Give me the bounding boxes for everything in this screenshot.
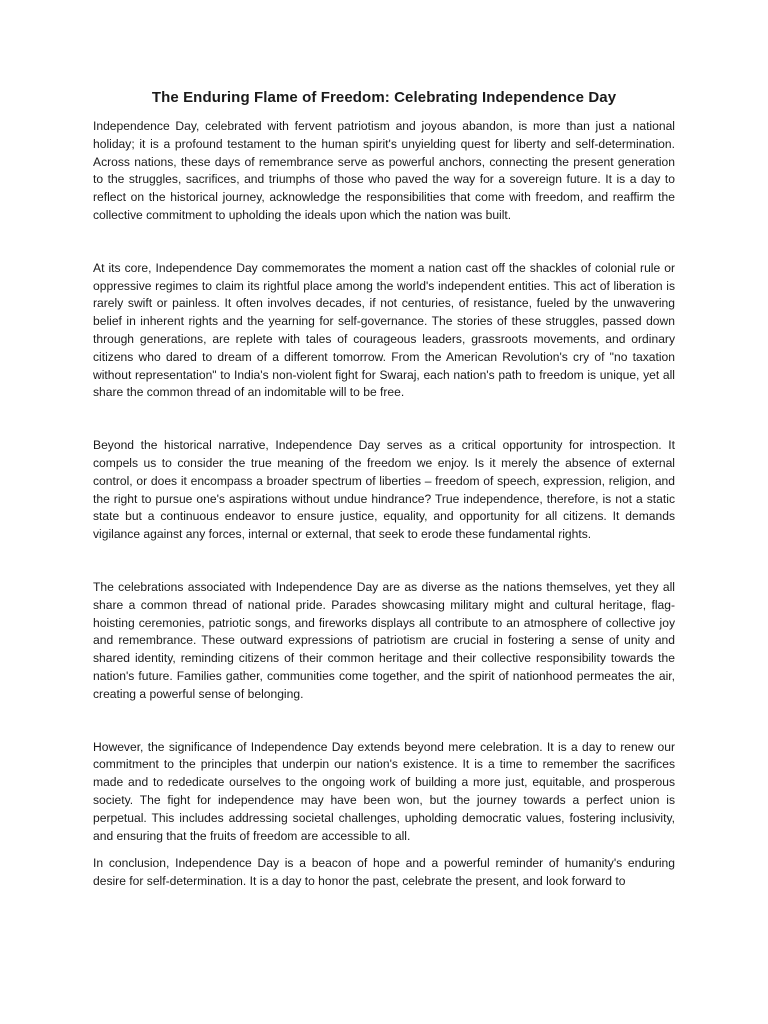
document-title: The Enduring Flame of Freedom: Celebrating Independence Day xyxy=(151,89,617,106)
paragraph-1: Independence Day, celebrated with fervent patriotism and joyous abandon, is more than just a national holiday; it is a profound testament to the human spirit's unyielding quest for liberty and self-determination. Across nations, these days of remembrance serve as powerful anchors, connecting the present generation to the struggles, sacrifices, and triumphs of those who paved the way for a sovereign future. It is a day to reflect on the historical journey, acknowledge the responsibilities that come with freedom, and reaffirm the collective commitment to upholding the ideals upon which the nation was built. xyxy=(93,119,675,222)
paragraph-3: Beyond the historical narrative, Independence Day serves as a critical opportunity for introspection. It compels us to consider the true meaning of the freedom we enjoy. Is it merely the absence of external control, or does it encompass a broader spectrum of liberties – freedom of speech, expression, religion, and the right to pursue one's aspirations without undue hindrance? True independence, therefore, is not a static state but a continuous endeavor to ensure justice, equality, and opportunity for all citizens. It demands vigilance against any forces, internal or external, that seek to erode these fundamental rights. xyxy=(93,438,675,542)
paragraph-4: The celebrations associated with Independence Day are as diverse as the nations themselves, yet they all share a common thread of national pride. Parades showcasing military might and cultural heritage, flag-hoisting ceremonies, patriotic songs, and fireworks displays all contribute to an atmosphere of collective joy and remembrance. These outward expressions of patriotism are crucial in fostering a sense of unity and shared identity, reminding citizens of their common heritage and their collective responsibility towards the nation's future. Families gather, communities come together, and the spirit of nationhood permeates the air, creating a powerful sense of belonging. xyxy=(93,579,675,701)
paragraph-6: In conclusion, Independence Day is a beacon of hope and a powerful reminder of humanity's enduring desire for self-determination. It is a day to honor the past, celebrate the present, and look forward to xyxy=(93,856,675,889)
paragraph-5: However, the significance of Independence Day extends beyond mere celebration. It is a day to renew our commitment to the principles that underpin our nation's existence. It is a time to remember the sacrifices made and to rededicate ourselves to the ongoing work of building a more just, equitable, and prosperous society. The fight for independence may have been won, but the journey towards a perfect union is perpetual. This includes addressing societal challenges, upholding democratic values, fostering inclusivity, and ensuring that the fruits of freedom are accessible to all. xyxy=(93,739,675,843)
paragraph-2: At its core, Independence Day commemorates the moment a nation cast off the shackles of colonial rule or oppressive regimes to claim its rightful place among the world's independent entities. This act of liberation is rarely swift or painless. It often involves decades, if not centuries, of resistance, fueled by the unwavering belief in inherent rights and the yearning for self-governance. The stories of these struggles, passed down through generations, are replete with tales of courageous leaders, grassroots movements, and ordinary citizens who dared to dream of a different tomorrow. From the American Revolution's cry of "no taxation without representation" to India's non-violent fight for Swaraj, each nation's path to freedom is unique, yet all share the common thread of an indomitable will to be free. xyxy=(93,260,675,400)
